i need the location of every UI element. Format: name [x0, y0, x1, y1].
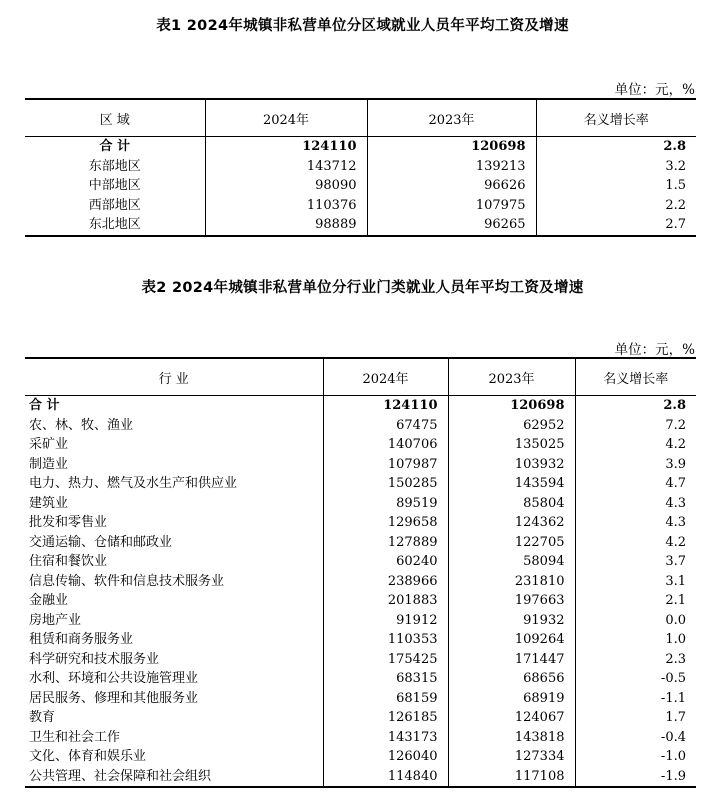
- row-2023-cell: 143818: [448, 728, 575, 748]
- row-name-cell: 建筑业: [25, 494, 323, 514]
- row-2023-cell: 122705: [448, 533, 575, 553]
- row-growth-cell: 4.3: [665, 495, 686, 511]
- table1-header-2023: 2023年: [367, 99, 536, 137]
- row-growth-cell: -1.0: [660, 749, 686, 764]
- row-growth-cell: 3.1: [665, 573, 686, 589]
- row-growth-cell: 2.1: [665, 593, 686, 608]
- row-growth-cell: 0.0: [665, 612, 686, 628]
- row-growth-cell: 2.7: [536, 215, 696, 236]
- row-name-cell: 金融业: [25, 591, 323, 611]
- row-2024-cell: 126040: [323, 747, 448, 767]
- row-name-cell: 文化、体育和娱乐业: [25, 747, 323, 767]
- table2-total-row: [25, 396, 696, 416]
- row-name-cell: 水利、环境和公共设施管理业: [25, 669, 323, 689]
- row-2024-cell: 67475: [323, 416, 448, 436]
- row-2023-cell: 117108: [448, 767, 575, 788]
- row-growth-cell: 7.2: [665, 417, 686, 433]
- row-2024-cell: 98889: [205, 215, 367, 236]
- row-2023-cell: 135025: [448, 435, 575, 455]
- table-row: [25, 474, 696, 494]
- row-2023-cell: 124362: [448, 513, 575, 533]
- table-row: [25, 513, 696, 533]
- row-2023-cell: 58094: [448, 552, 575, 572]
- row-growth-cell: 1.5: [665, 178, 686, 193]
- row-name-cell: 信息传输、软件和信息技术服务业: [25, 572, 323, 592]
- row-2023-cell: 107975: [367, 196, 536, 216]
- row-2023-cell: 171447: [448, 650, 575, 670]
- row-growth-cell: 4.2: [665, 437, 686, 452]
- row-name-cell: 卫生和社会工作: [25, 728, 323, 748]
- row-2024-cell: 143712: [205, 157, 367, 177]
- table1-header-region: 区 域: [25, 99, 205, 137]
- row-2024-cell: 238966: [323, 572, 448, 592]
- row-2024-cell: 89519: [323, 494, 448, 514]
- table-row: [25, 708, 696, 728]
- row-2024-cell: 98090: [205, 176, 367, 196]
- row-name-cell: 东北地区: [25, 215, 205, 236]
- row-2024-cell: 68315: [323, 669, 448, 689]
- table2-header-growth: 名义增长率: [575, 358, 696, 396]
- table-row: [25, 747, 696, 767]
- row-2023-cell: 91932: [448, 611, 575, 631]
- row-2024-cell: 175425: [323, 650, 448, 670]
- table1-unit-label: 单位：元，%: [614, 82, 695, 98]
- row-growth-cell: -1.9: [575, 767, 696, 788]
- row-growth-cell: 3.2: [665, 158, 686, 174]
- row-growth-cell: 4.7: [665, 476, 686, 491]
- row-2023-cell: 68919: [448, 689, 575, 709]
- table2-total-2024: 124110: [323, 396, 448, 416]
- row-name-cell: 房地产业: [25, 611, 323, 631]
- table1-total-growth: 2.8: [663, 139, 686, 154]
- table2-header-row: [25, 358, 696, 396]
- row-2023-cell: 231810: [448, 572, 575, 592]
- row-2024-cell: 110353: [323, 630, 448, 650]
- row-name-cell: 住宿和餐饮业: [25, 552, 323, 572]
- table-row: [25, 650, 696, 670]
- row-name-cell: 农、林、牧、渔业: [25, 416, 323, 436]
- row-2023-cell: 197663: [448, 591, 575, 611]
- row-2024-cell: 150285: [323, 474, 448, 494]
- row-name-cell: 中部地区: [25, 176, 205, 196]
- row-2024-cell: 129658: [323, 513, 448, 533]
- table-row: [25, 611, 696, 631]
- table2-total-growth: 2.8: [663, 398, 686, 413]
- table-row: [25, 435, 696, 455]
- row-growth-cell: 1.0: [665, 632, 686, 647]
- table1-header-2024: 2024年: [205, 99, 367, 137]
- row-2023-cell: 96626: [367, 176, 536, 196]
- row-name-cell: 采矿业: [25, 435, 323, 455]
- row-growth-cell: 3.9: [665, 456, 686, 472]
- table-row: [25, 455, 696, 475]
- row-2023-cell: 103932: [448, 455, 575, 475]
- table-row: [25, 591, 696, 611]
- table2-header-industry: 行 业: [25, 358, 323, 396]
- table1-total-row: [25, 137, 696, 157]
- table1-regional-wages: [25, 98, 696, 237]
- row-2023-cell: 96265: [367, 215, 536, 236]
- table-row: [25, 767, 696, 788]
- row-2024-cell: 110376: [205, 196, 367, 216]
- table-row: [25, 552, 696, 572]
- table-row: [25, 689, 696, 709]
- table1-title: 表1 2024年城镇非私营单位分区域就业人员年平均工资及增速: [156, 18, 569, 34]
- row-2023-cell: 62952: [448, 416, 575, 436]
- row-name-cell: 租赁和商务服务业: [25, 630, 323, 650]
- row-2024-cell: 126185: [323, 708, 448, 728]
- row-name-cell: 教育: [25, 708, 323, 728]
- row-2023-cell: 68656: [448, 669, 575, 689]
- row-2023-cell: 109264: [448, 630, 575, 650]
- row-growth-cell: 4.2: [665, 534, 686, 550]
- table2-total-2023: 120698: [448, 396, 575, 416]
- row-growth-cell: -1.1: [660, 690, 686, 706]
- row-2023-cell: 139213: [367, 157, 536, 177]
- row-growth-cell: 1.7: [665, 710, 686, 725]
- row-growth-cell: 4.3: [665, 515, 686, 530]
- row-name-cell: 公共管理、社会保障和社会组织: [25, 767, 323, 788]
- table1-total-2024: 124110: [205, 137, 367, 157]
- table1-header-row: [25, 99, 696, 137]
- table-row: [25, 630, 696, 650]
- row-growth-cell: 2.3: [665, 651, 686, 667]
- row-2023-cell: 127334: [448, 747, 575, 767]
- table2-total-label: 合 计: [25, 396, 323, 416]
- table-row: [25, 728, 696, 748]
- row-name-cell: 居民服务、修理和其他服务业: [25, 689, 323, 709]
- table2-industry-wages: [25, 357, 696, 788]
- table-row: [25, 157, 696, 177]
- row-2023-cell: 124067: [448, 708, 575, 728]
- row-name-cell: 制造业: [25, 455, 323, 475]
- table2-header-2024: 2024年: [323, 358, 448, 396]
- row-2024-cell: 91912: [323, 611, 448, 631]
- row-2024-cell: 127889: [323, 533, 448, 553]
- row-2024-cell: 140706: [323, 435, 448, 455]
- table-row: [25, 669, 696, 689]
- row-growth-cell: -0.4: [660, 729, 686, 745]
- table2-title: 表2 2024年城镇非私营单位分行业门类就业人员年平均工资及增速: [141, 280, 584, 296]
- row-2024-cell: 201883: [323, 591, 448, 611]
- table2-header-2023: 2023年: [448, 358, 575, 396]
- row-2024-cell: 107987: [323, 455, 448, 475]
- row-2024-cell: 143173: [323, 728, 448, 748]
- row-2024-cell: 68159: [323, 689, 448, 709]
- table-row: [25, 196, 696, 216]
- table1-total-label: 合 计: [25, 137, 205, 157]
- table-row: [25, 494, 696, 514]
- table-row: [25, 416, 696, 436]
- row-name-cell: 电力、热力、燃气及水生产和供应业: [25, 474, 323, 494]
- row-name-cell: 交通运输、仓储和邮政业: [25, 533, 323, 553]
- table-row: [25, 572, 696, 592]
- row-name-cell: 科学研究和技术服务业: [25, 650, 323, 670]
- row-2024-cell: 60240: [323, 552, 448, 572]
- row-name-cell: 西部地区: [25, 196, 205, 216]
- row-2023-cell: 85804: [448, 494, 575, 514]
- table2-unit-label: 单位：元，%: [614, 342, 695, 358]
- table-row: [25, 533, 696, 553]
- row-2024-cell: 114840: [323, 767, 448, 788]
- row-name-cell: 东部地区: [25, 157, 205, 177]
- table1-total-2023: 120698: [367, 137, 536, 157]
- row-name-cell: 批发和零售业: [25, 513, 323, 533]
- table1-header-growth: 名义增长率: [536, 99, 696, 137]
- row-growth-cell: 3.7: [665, 554, 686, 569]
- table-row: [25, 176, 696, 196]
- row-growth-cell: 2.2: [665, 197, 686, 213]
- table-row: [25, 215, 696, 236]
- row-growth-cell: -0.5: [660, 671, 686, 686]
- row-2023-cell: 143594: [448, 474, 575, 494]
